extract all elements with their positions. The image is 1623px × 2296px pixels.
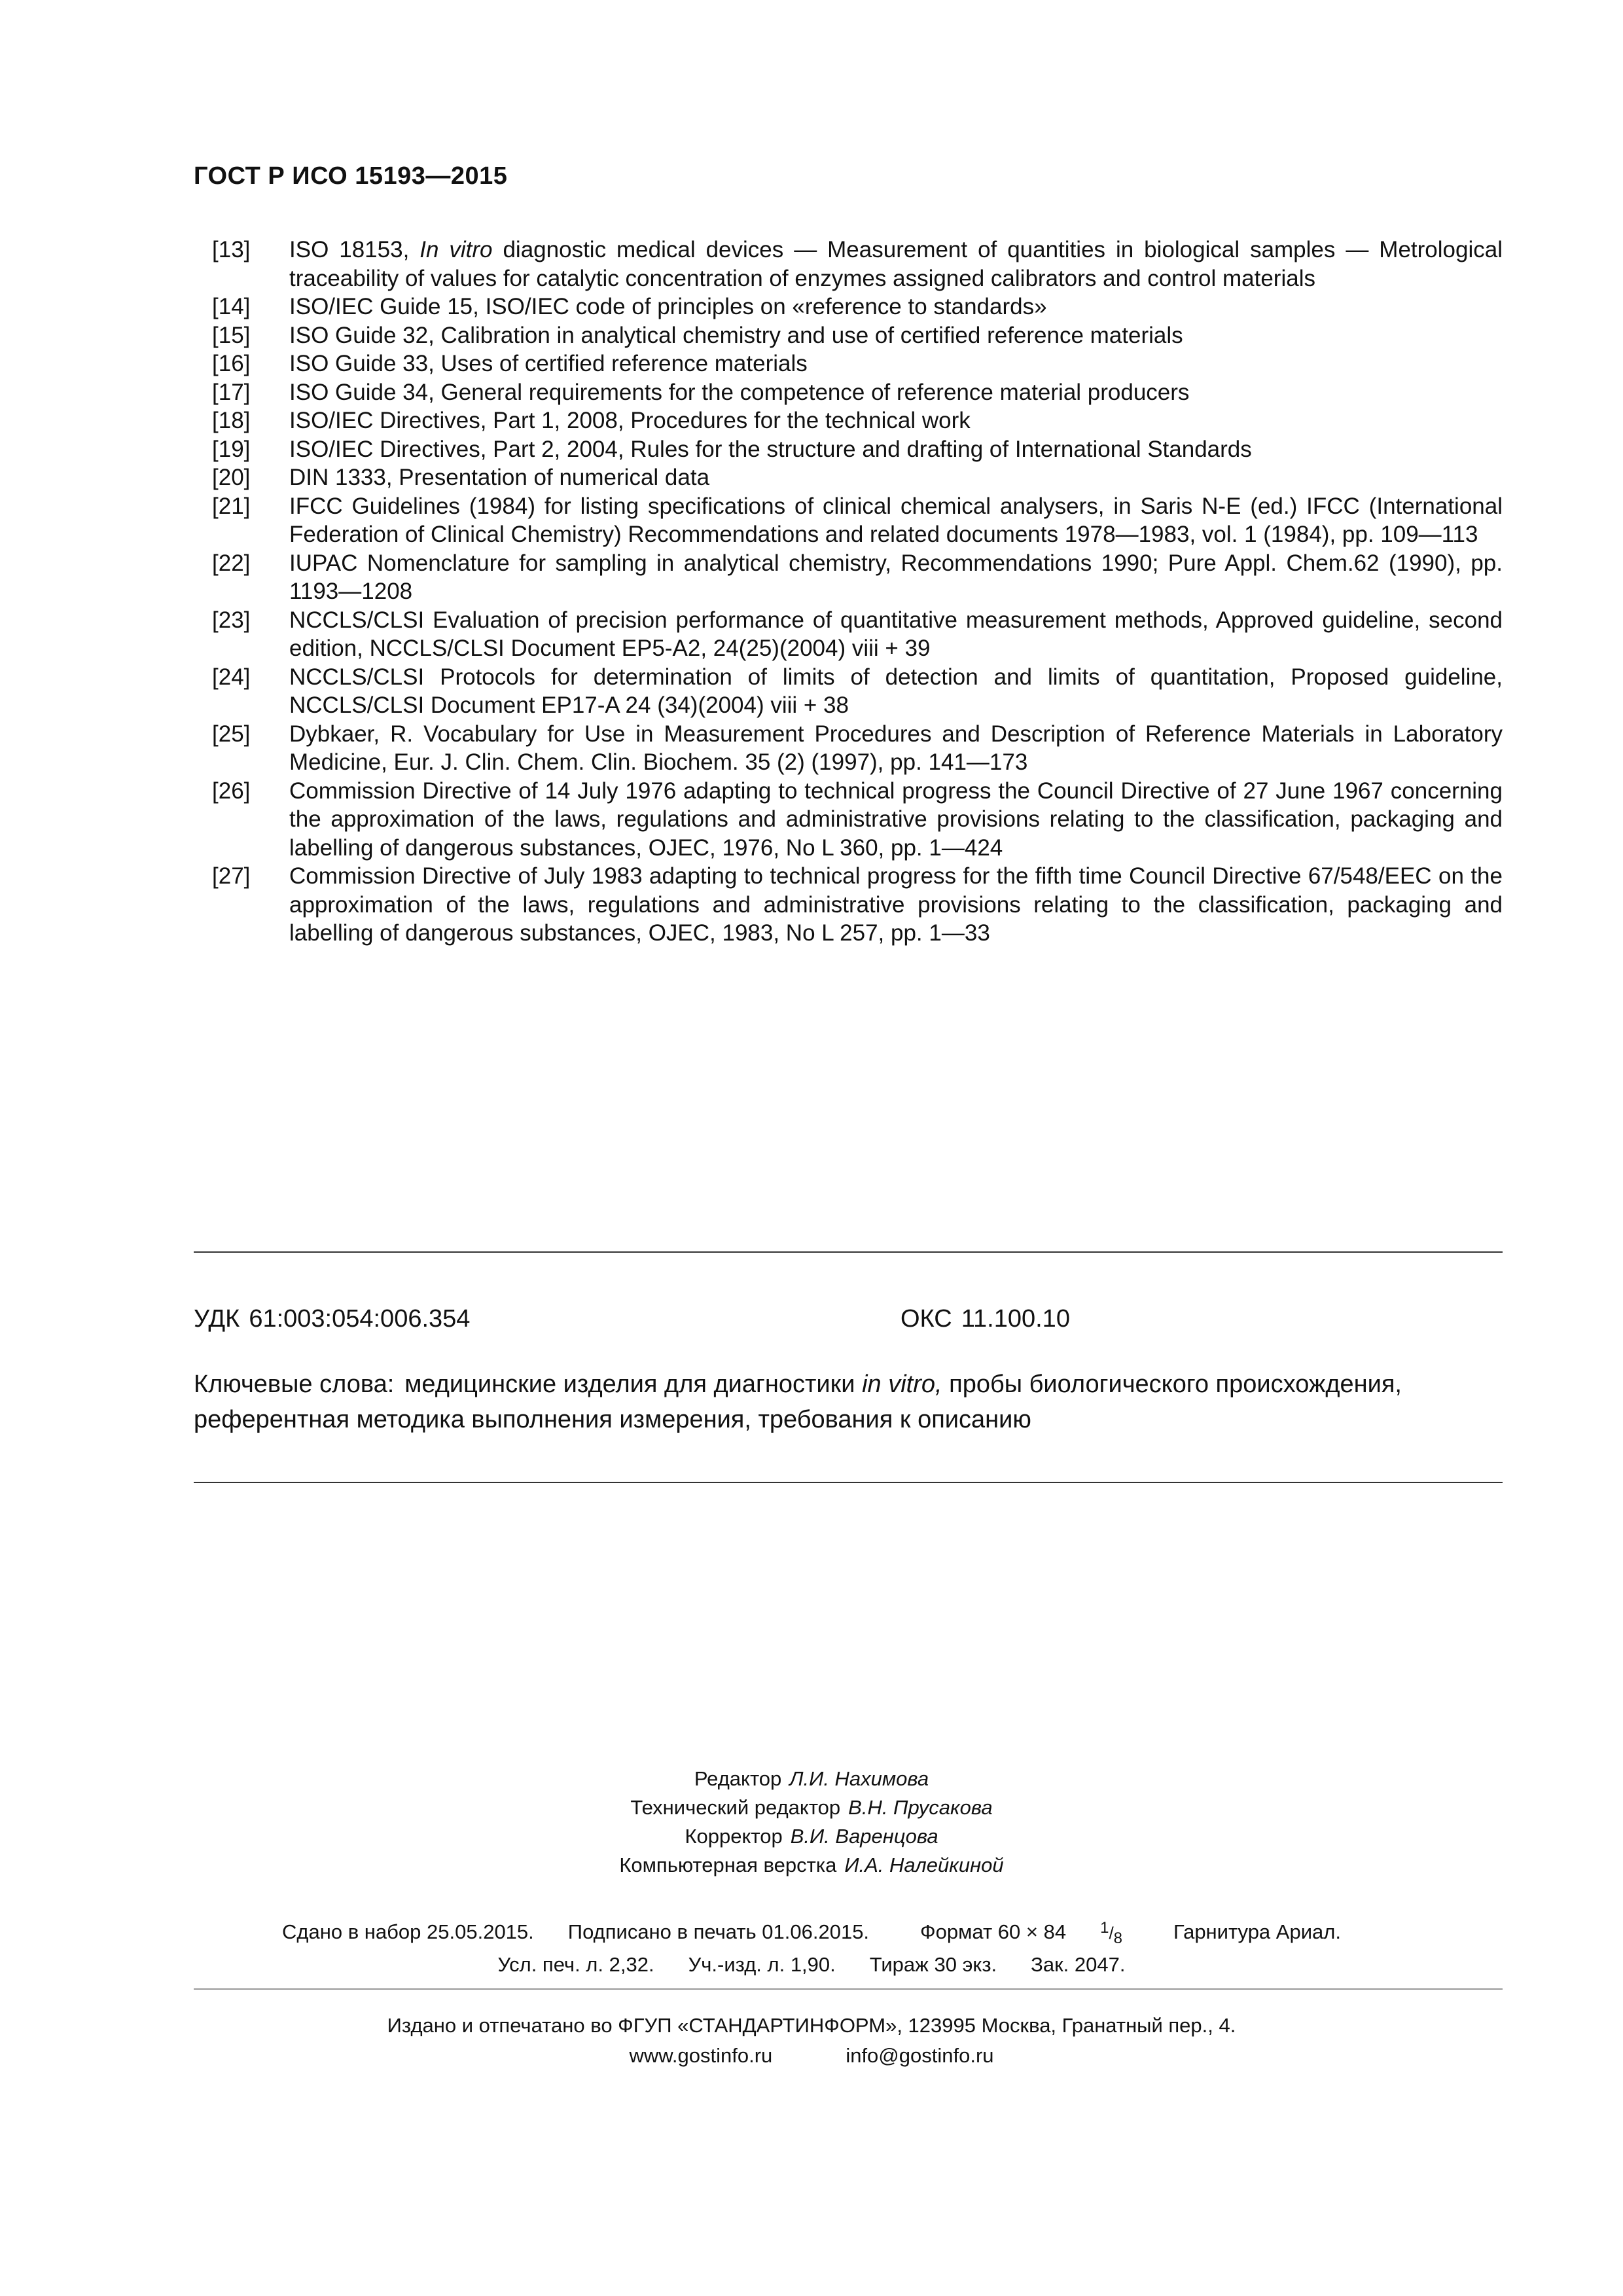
reference-text: ISO Guide 32, Calibration in analytical chemistry and use of certified reference materials [289,322,1183,348]
reference-text: DIN 1333, Presentation of numerical data [289,465,710,490]
reference-number: [18] [212,408,251,433]
oks-classification: ОКС 11.100.10 [901,1305,1070,1333]
keywords: Ключевые слова: медицинские изделия для диагностики in vitro, пробы биологического происхождения, референтная методика выполнения измерения, требования к описанию [194,1371,1402,1433]
reference-number: [16] [212,351,251,376]
staff-editor: Редактор Л.И. Нахимова [694,1767,929,1790]
reference-number: [19] [212,436,251,462]
reference-text: ISO Guide 33, Uses of certified reference materials [289,351,808,376]
email-link[interactable]: info@gostinfo.ru [846,2044,994,2067]
reference-number: [15] [212,322,251,348]
reference-text: ISO 18153, In vitro diagnostic medical devices — Measurement of quantities in biological samples — Metrological traceability of values for catalytic concentration of enzymes assigned calibrators and control materials [289,237,1503,291]
divider-middle [194,1482,1503,1483]
reference-text: Dybkaer, R. Vocabulary for Use in Measurement Procedures and Description of Reference Materials in Laboratory Medicine, Eur. J. Clin. Chem. Clin. Biochem. 35 (2) (1997), pp. 141—173 [289,721,1503,775]
reference-item [194,492,1503,549]
reference-number: [21] [212,493,251,519]
reference-number: [27] [212,863,251,889]
reference-item [194,463,1503,492]
reference-text: IUPAC Nomenclature for sampling in analytical chemistry, Recommendations 1990; Pure Appl. Chem.62 (1990), pp. 1193—1208 [289,550,1503,604]
reference-number: [24] [212,664,251,690]
keywords-label: Ключевые слова: [194,1371,395,1398]
reference-item [194,663,1503,720]
reference-item [194,862,1503,948]
reference-number: [25] [212,721,251,747]
reference-item [194,777,1503,863]
reference-text: NCCLS/CLSI Evaluation of precision performance of quantitative measurement methods, Approved guideline, second edition, NCCLS/CLSI Document EP5-A2, 24(25)(2004) viii + 39 [289,607,1503,661]
reference-number: [17] [212,379,251,405]
staff-layout: Компьютерная верстка И.А. Налейкиной [619,1854,1004,1876]
reference-number: [14] [212,294,251,319]
format-fraction: $^1/_8$ [1100,1919,1123,1947]
staff-proofreader: Корректор В.И. Варенцова [685,1825,938,1848]
reference-text: ISO/IEC Directives, Part 1, 2008, Procedures for the technical work [289,408,971,433]
reference-item [194,406,1503,435]
reference-item [194,606,1503,663]
document-header: ГОСТ Р ИСО 15193—2015 [194,162,508,190]
udk-classification: УДК 61:003:054:006.354 [194,1305,471,1333]
reference-number: [13] [212,237,251,262]
references-list [194,236,1503,948]
reference-item [194,435,1503,464]
reference-text: NCCLS/CLSI Protocols for determination of limits of detection and limits of quantitation, Proposed guideline, NCCLS/CLSI Document EP17-A 24 (34)(2004) viii + 38 [289,664,1503,718]
imprint: Издано и отпечатано во ФГУП «СТАНДАРТИНФОРМ», 123995 Москва, Гранатный пер., 4. [387,2014,1236,2037]
reference-text: IFCC Guidelines (1984) for listing specifications of clinical chemical analysers, in Saris N-E (ed.) IFCC (International Federation of Clinical Chemistry) Recommendations and related documents 1978—1983, vol. 1 (1984), pp. 109—113 [289,493,1503,547]
staff-technical-editor: Технический редактор В.Н. Прусакова [630,1796,993,1819]
reference-item [194,321,1503,350]
reference-text: ISO/IEC Directives, Part 2, 2004, Rules for the structure and drafting of International Standards [289,436,1252,462]
website-link[interactable]: www.gostinfo.ru [629,2044,773,2067]
publication-details: Сдано в набор 25.05.2015. Подписано в печать 01.06.2015. Формат 60 × 84 $^1/_8$ Гарнитура Ариал. [0,1914,1623,1953]
divider-bottom [194,1988,1503,1990]
reference-item [194,378,1503,407]
reference-item [194,350,1503,378]
reference-number: [20] [212,465,251,490]
reference-item [194,236,1503,293]
reference-item [194,549,1503,606]
reference-text: ISO/IEC Guide 15, ISO/IEC code of principles on «reference to standards» [289,294,1047,319]
reference-text: ISO Guide 34, General requirements for the competence of reference material producers [289,379,1190,405]
contacts [0,2041,1623,2071]
divider-top [194,1251,1503,1253]
reference-text: Commission Directive of July 1983 adapting to technical progress for the fifth time Council Directive 67/548/EEC on the approximation of the laws, regulations and administrative provisions relating to the classification, packaging and labelling of dangerous substances, OJEC, 1983, No L 257, pp. 1—33 [289,863,1503,946]
publication-sheets: Усл. печ. л. 2,32. Уч.-изд. л. 1,90. Тираж 30 экз. Зак. 2047. [497,1953,1126,1976]
reference-item [194,720,1503,777]
reference-number: [22] [212,550,251,576]
reference-text: Commission Directive of 14 July 1976 adapting to technical progress the Council Directive of 27 June 1967 concerning the approximation of the laws, regulations and administrative provisions relating to the classification, packaging and labelling of dangerous substances, OJEC, 1976, No L 360, pp. 1—424 [289,778,1503,861]
reference-number: [23] [212,607,251,633]
reference-number: [26] [212,778,251,804]
reference-item [194,293,1503,321]
